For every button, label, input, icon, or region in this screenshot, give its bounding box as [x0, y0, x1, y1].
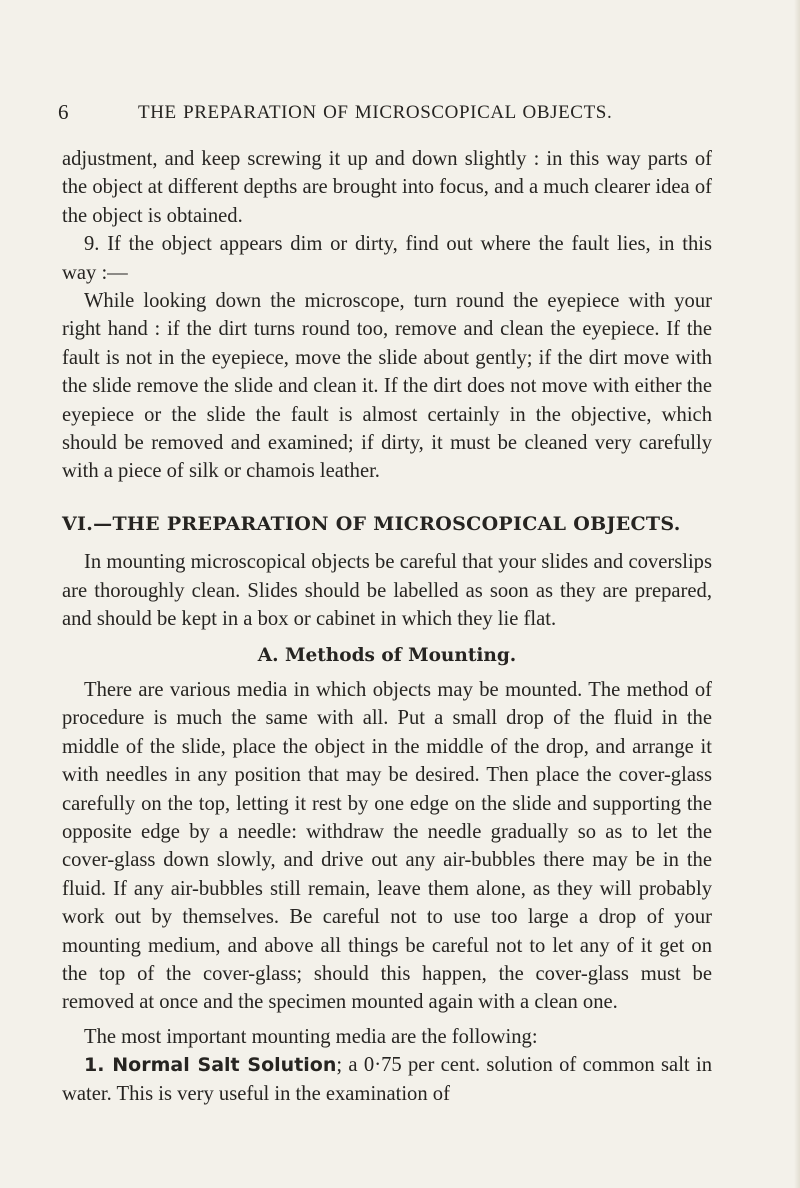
section-heading: VI.—THE PREPARATION OF MICROSCOPICAL OBJECTS. — [62, 512, 681, 535]
page-edge — [794, 0, 800, 1188]
paragraph-mounting-intro: In mounting microscopical objects be careful that your slides and coverslips are thoroughly clean. Slides should be labelled as soon as they are prepared, and should be kept in a box or cabinet in which they lie flat. — [62, 551, 712, 631]
paragraph-adjustment: adjustment, and keep screwing it up and down slightly : in this way parts of the object at different depths are brought into focus, and a much clearer idea of the object is obtained. — [62, 148, 712, 227]
page-body — [62, 145, 712, 1108]
page-header — [58, 100, 738, 130]
paragraph-methods: There are various media in which objects may be mounted. The method of procedure is much the same with all. Put a small drop of the fluid in the middle of the slide, place the object in the middle of the drop, and arrange it with needles in any position that may be desired. Then place the cover-glass carefully on the top, letting it rest by one edge on the slide and supporting the opposite edge by a needle: withdraw the needle gradually so as to let the cover-glass down slowly, and drive out any air-bubbles there may be in the fluid. If any air-bubbles still remain, leave them alone, as they will probably work out by themselves. Be careful not to use too large a drop of your mounting medium, and above all things be careful not to let any of it get on the top of the cover-glass; should this happen, the cover-glass must be removed at once and the specimen mounted again with a clean one. — [62, 678, 712, 1014]
page-number: 6 — [58, 100, 70, 124]
paragraph-eyepiece-check: While looking down the microscope, turn round the eyepiece with your right hand : if the dirt turns round too, remove and clean the eyepiece. If the fault is not in the eyepiece, move the slide about gently; if the dirt move with the slide remove the slide and clean it. If the dirt does not move with either the eyepiece or the slide the fault is almost certainly in the objective, which should be removed and examined; if dirty, it must be cleaned very carefully with a piece of silk or chamois leather. — [62, 290, 712, 483]
list-item-normal-salt — [62, 1051, 712, 1108]
subsection-heading: A. Methods of Mounting. — [257, 644, 517, 666]
running-head: THE PREPARATION OF MICROSCOPICAL OBJECTS. — [138, 102, 613, 123]
list-item-label: 1. Normal Salt Solution — [84, 1054, 337, 1077]
list-item-text: ; a 0·75 per cent. solution of common salt in water. This is very useful in the examination of — [62, 1054, 712, 1105]
paragraph-media-intro: The most important mounting media are the following: — [84, 1025, 538, 1048]
paragraph-dim-or-dirty: 9. If the object appears dim or dirty, find out where the fault lies, in this way :— — [62, 233, 712, 284]
